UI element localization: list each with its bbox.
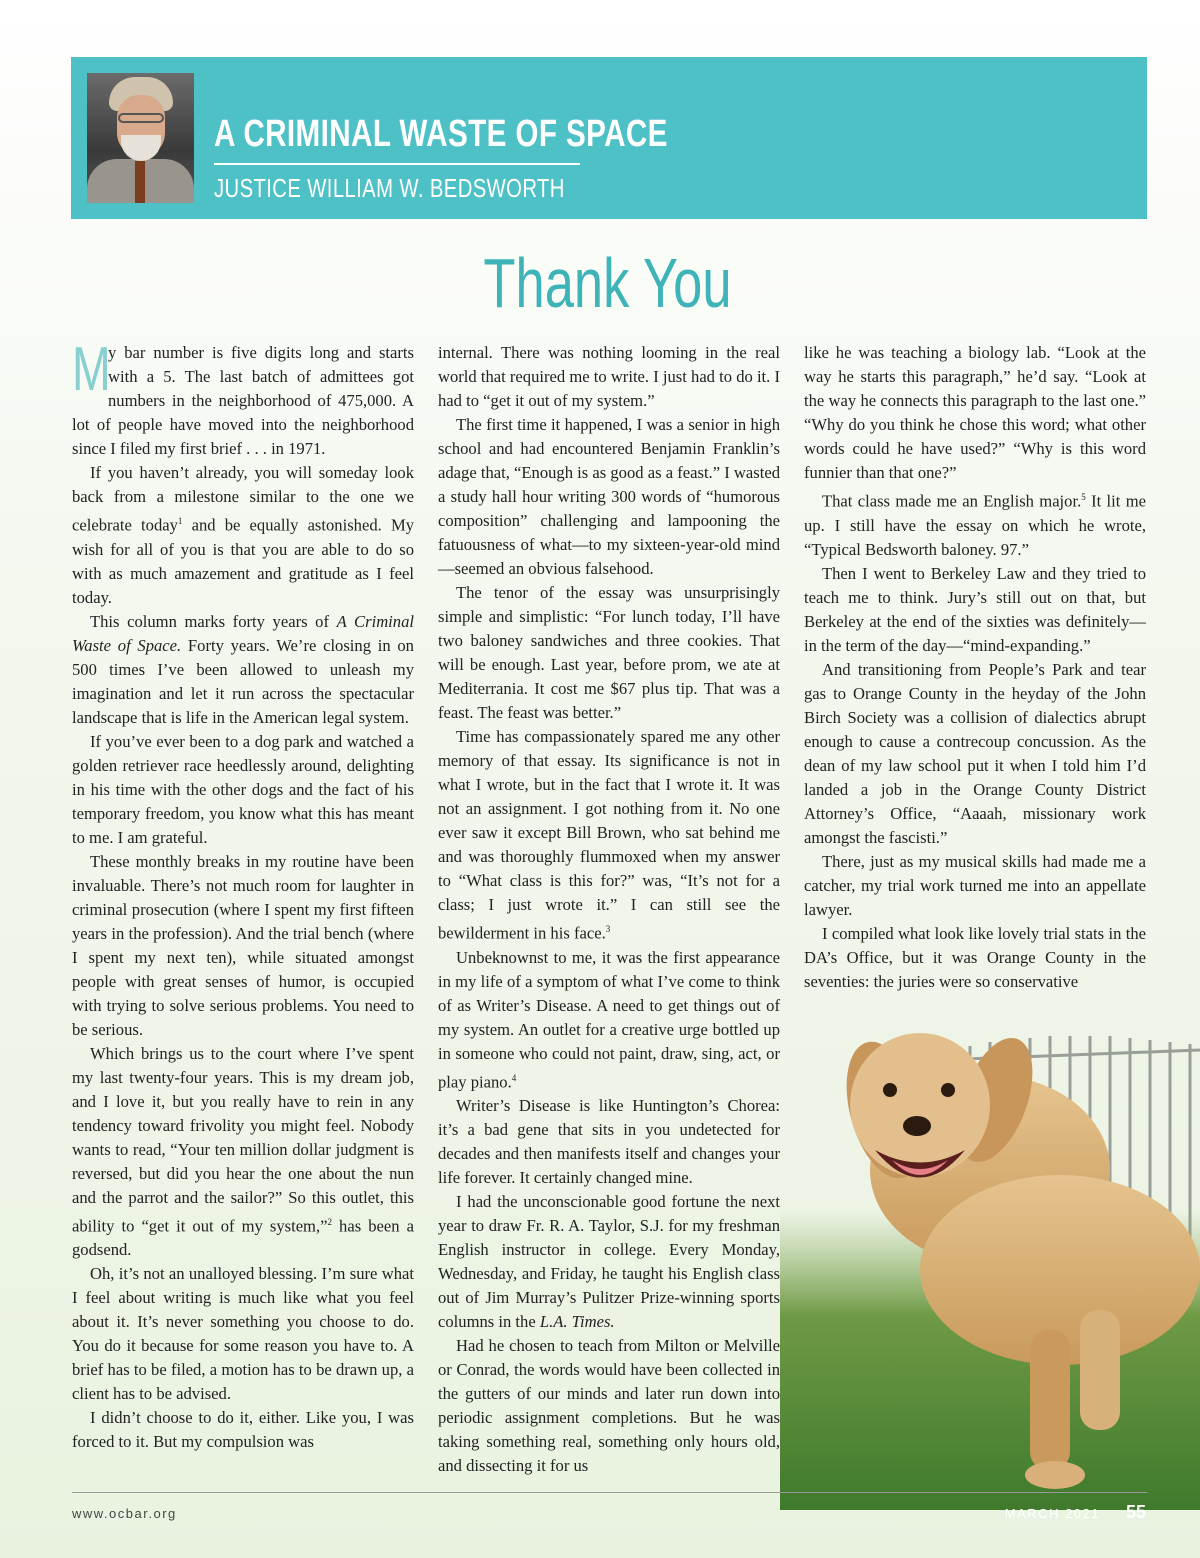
paragraph: Then I went to Berkeley Law and they tried to teach me to think. Jury’s still out on that, but Berkeley at the end of the sixties was definitely—in the term of the day—“mind-expanding.” <box>804 563 1146 655</box>
article-column-3 <box>804 341 1146 994</box>
footnote-ref: 1 <box>177 516 183 526</box>
paragraph: That class made me an English major.$^5$ It lit me up. I still have the essay on which he wrote, “Typical Bedsworth baloney. 97.” <box>804 491 1146 559</box>
golden-retriever-photo <box>780 1010 1200 1510</box>
footnote-ref: 4 <box>511 1072 517 1083</box>
footnote-ref: 5 <box>1081 492 1086 502</box>
paragraph: And transitioning from People’s Park and tear gas to Orange County in the heyday of the John Birch Society was a collision of dialectics abrupt enough to cause a contrecoup concussion. As the dean of my law school put it when I told him I’d landed a job in the Orange County District Attorney’s Office, “Aaaah, missionary work amongst the fascisti.” <box>804 659 1146 847</box>
paragraph: There, just as my musical skills had made me a catcher, my trial work turned me into an appellate lawyer. <box>804 851 1146 919</box>
footnote-ref: 3 <box>605 924 611 934</box>
paragraph: This column marks forty years of A Criminal Waste of Space. Forty years. We’re closing in on 500 times I’ve been allowed to unleash my imagination and let it run across the spectacular landscape that is life in the American legal system. <box>72 611 414 727</box>
paragraph: Time has compassionately spared me any other memory of that essay. Its significance is not in what I wrote, but in the fact that I wrote it. It was not an assignment. I got nothing from it. No one ever saw it except Bill Brown, who sat behind me and was thoroughly flummoxed when my answer to “What class is this for?” was, “It’s not for a class; I just wrote it.” I can still see the bewilderment in his face.$^3$ <box>438 727 780 943</box>
column-banner <box>71 57 1147 219</box>
footer-url: www.ocbar.org <box>72 1506 177 1521</box>
article-column-1 <box>72 335 414 1454</box>
column-title: A CRIMINAL WASTE OF SPACE <box>214 113 668 155</box>
article-headline: Thank You <box>483 244 732 322</box>
paragraph: M y bar number is five digits long and starts with a 5. The last batch of admittees got numbers in the neighborhood of 475,000. A lot of people have moved into the neighborhood since I filed my first brief . . . in 1971. <box>72 335 414 458</box>
paragraph: If you haven’t already, you will someday look back from a milestone similar to the one we celebrate today$^1$ and be equally astonished. My wish for all of you is that you are able to do so with as much amazement and gratitude as I feel today. <box>72 463 414 607</box>
paragraph: Which brings us to the court where I’ve spent my last twenty-four years. This is my dream job, and I love it, but you really have to rein in any tendency toward frivolity you might feel. Nobody wants to read, “Your ten million dollar judgment is reversed, but did you hear the one about the nun and the parrot and the sailor?” So this outlet, this ability to “get it out of my system,”$^2$ has been a godsend. <box>72 1043 414 1260</box>
paragraph: The tenor of the essay was unsurprisingly simple and simplistic: “For lunch today, I’ll have two baloney sandwiches and three cookies. That will be enough. Last year, before prom, we ate at Mediterrania. It cost me $67 plus tip. That was a feast. The feast was better.” <box>438 583 780 722</box>
column-title-rule <box>214 163 580 165</box>
paragraph: The first time it happened, I was a senior in high school and had encountered Benjamin Franklin’s adage that, “Enough is as good as a feast.” I wasted a study hall hour writing 300 words of “humorous composition” challenging and lampooning the fatuousness of what—to my sixteen-year-old mind—seemed an obvious falsehood. <box>438 415 780 578</box>
paragraph: Oh, it’s not an unalloyed blessing. I’m sure what I feel about writing is much like what you feel about it. It’s never something you choose to do. You do it because for some reason you have to. A brief has to be filed, a motion has to be drawn up, a client has to be advised. <box>72 1264 414 1404</box>
paragraph: I didn’t choose to do it, either. Like you, I was forced to it. But my compulsion was <box>72 1408 414 1452</box>
drop-cap: M <box>72 335 111 404</box>
paragraph: Had he chosen to teach from Milton or Melville or Conrad, the words would have been collected in the gutters of our minds and later run down into periodic assignment completions. But he was taking something real, something only hours old, and dissecting it for us <box>438 1336 780 1476</box>
paragraph: I had the unconscionable good fortune the next year to draw Fr. R. A. Taylor, S.J. for my freshman English instructor in college. Every Monday, Wednesday, and Friday, he taught his English class out of Jim Murray’s Pulitzer Prize-winning sports columns in the L.A. Times. <box>438 1192 780 1332</box>
paragraph: like he was teaching a biology lab. “Look at the way he starts this paragraph,” he’d say. “Look at the way he connects this paragraph to the last one.” “Why do you think he chose this word; what other words could he have used?” “Why is this word funnier than that one?” <box>804 343 1146 482</box>
footer-rule <box>72 1492 1147 1493</box>
author-portrait <box>87 73 194 203</box>
paragraph: internal. There was nothing looming in the real world that required me to write. I just had to do it. I had to “get it out of my system.” <box>438 343 780 410</box>
page-number: 55 <box>1125 1502 1146 1522</box>
footnote-ref: 2 <box>327 1216 332 1227</box>
column-author: JUSTICE WILLIAM W. BEDSWORTH <box>214 173 565 203</box>
paragraph: If you’ve ever been to a dog park and watched a golden retriever race heedlessly around, delighting in his time with the other dogs and the fact of his temporary freedom, you know what this has meant to me. I am grateful. <box>72 731 414 847</box>
paragraph: These monthly breaks in my routine have been invaluable. There’s not much room for laughter in criminal prosecution (where I spent my first fifteen years in the profession). And the trial bench (where I spent my next ten), while situated amongst people with great senses of humor, is occupied with trying to solve serious problems. You need to be serious. <box>72 851 414 1039</box>
paragraph: Unbeknownst to me, it was the first appearance in my life of a symptom of what I’ve come to think of as Writer’s Disease. A need to get things out of my system. An outlet for a creative urge bottled up in someone who could not paint, draw, sing, act, or play piano.$^4$ <box>438 947 780 1092</box>
footer-issue-date: MARCH 2021 <box>1004 1506 1100 1521</box>
paragraph: I compiled what look like lovely trial stats in the DA’s Office, but it was Orange County in the seventies: the juries were so conservative <box>804 923 1146 991</box>
article-column-2 <box>438 341 780 1478</box>
paragraph: Writer’s Disease is like Huntington’s Chorea: it’s a bad gene that sits in you undetected for decades and then manifests itself and changes your life forever. It certainly changed mine. <box>438 1096 780 1188</box>
